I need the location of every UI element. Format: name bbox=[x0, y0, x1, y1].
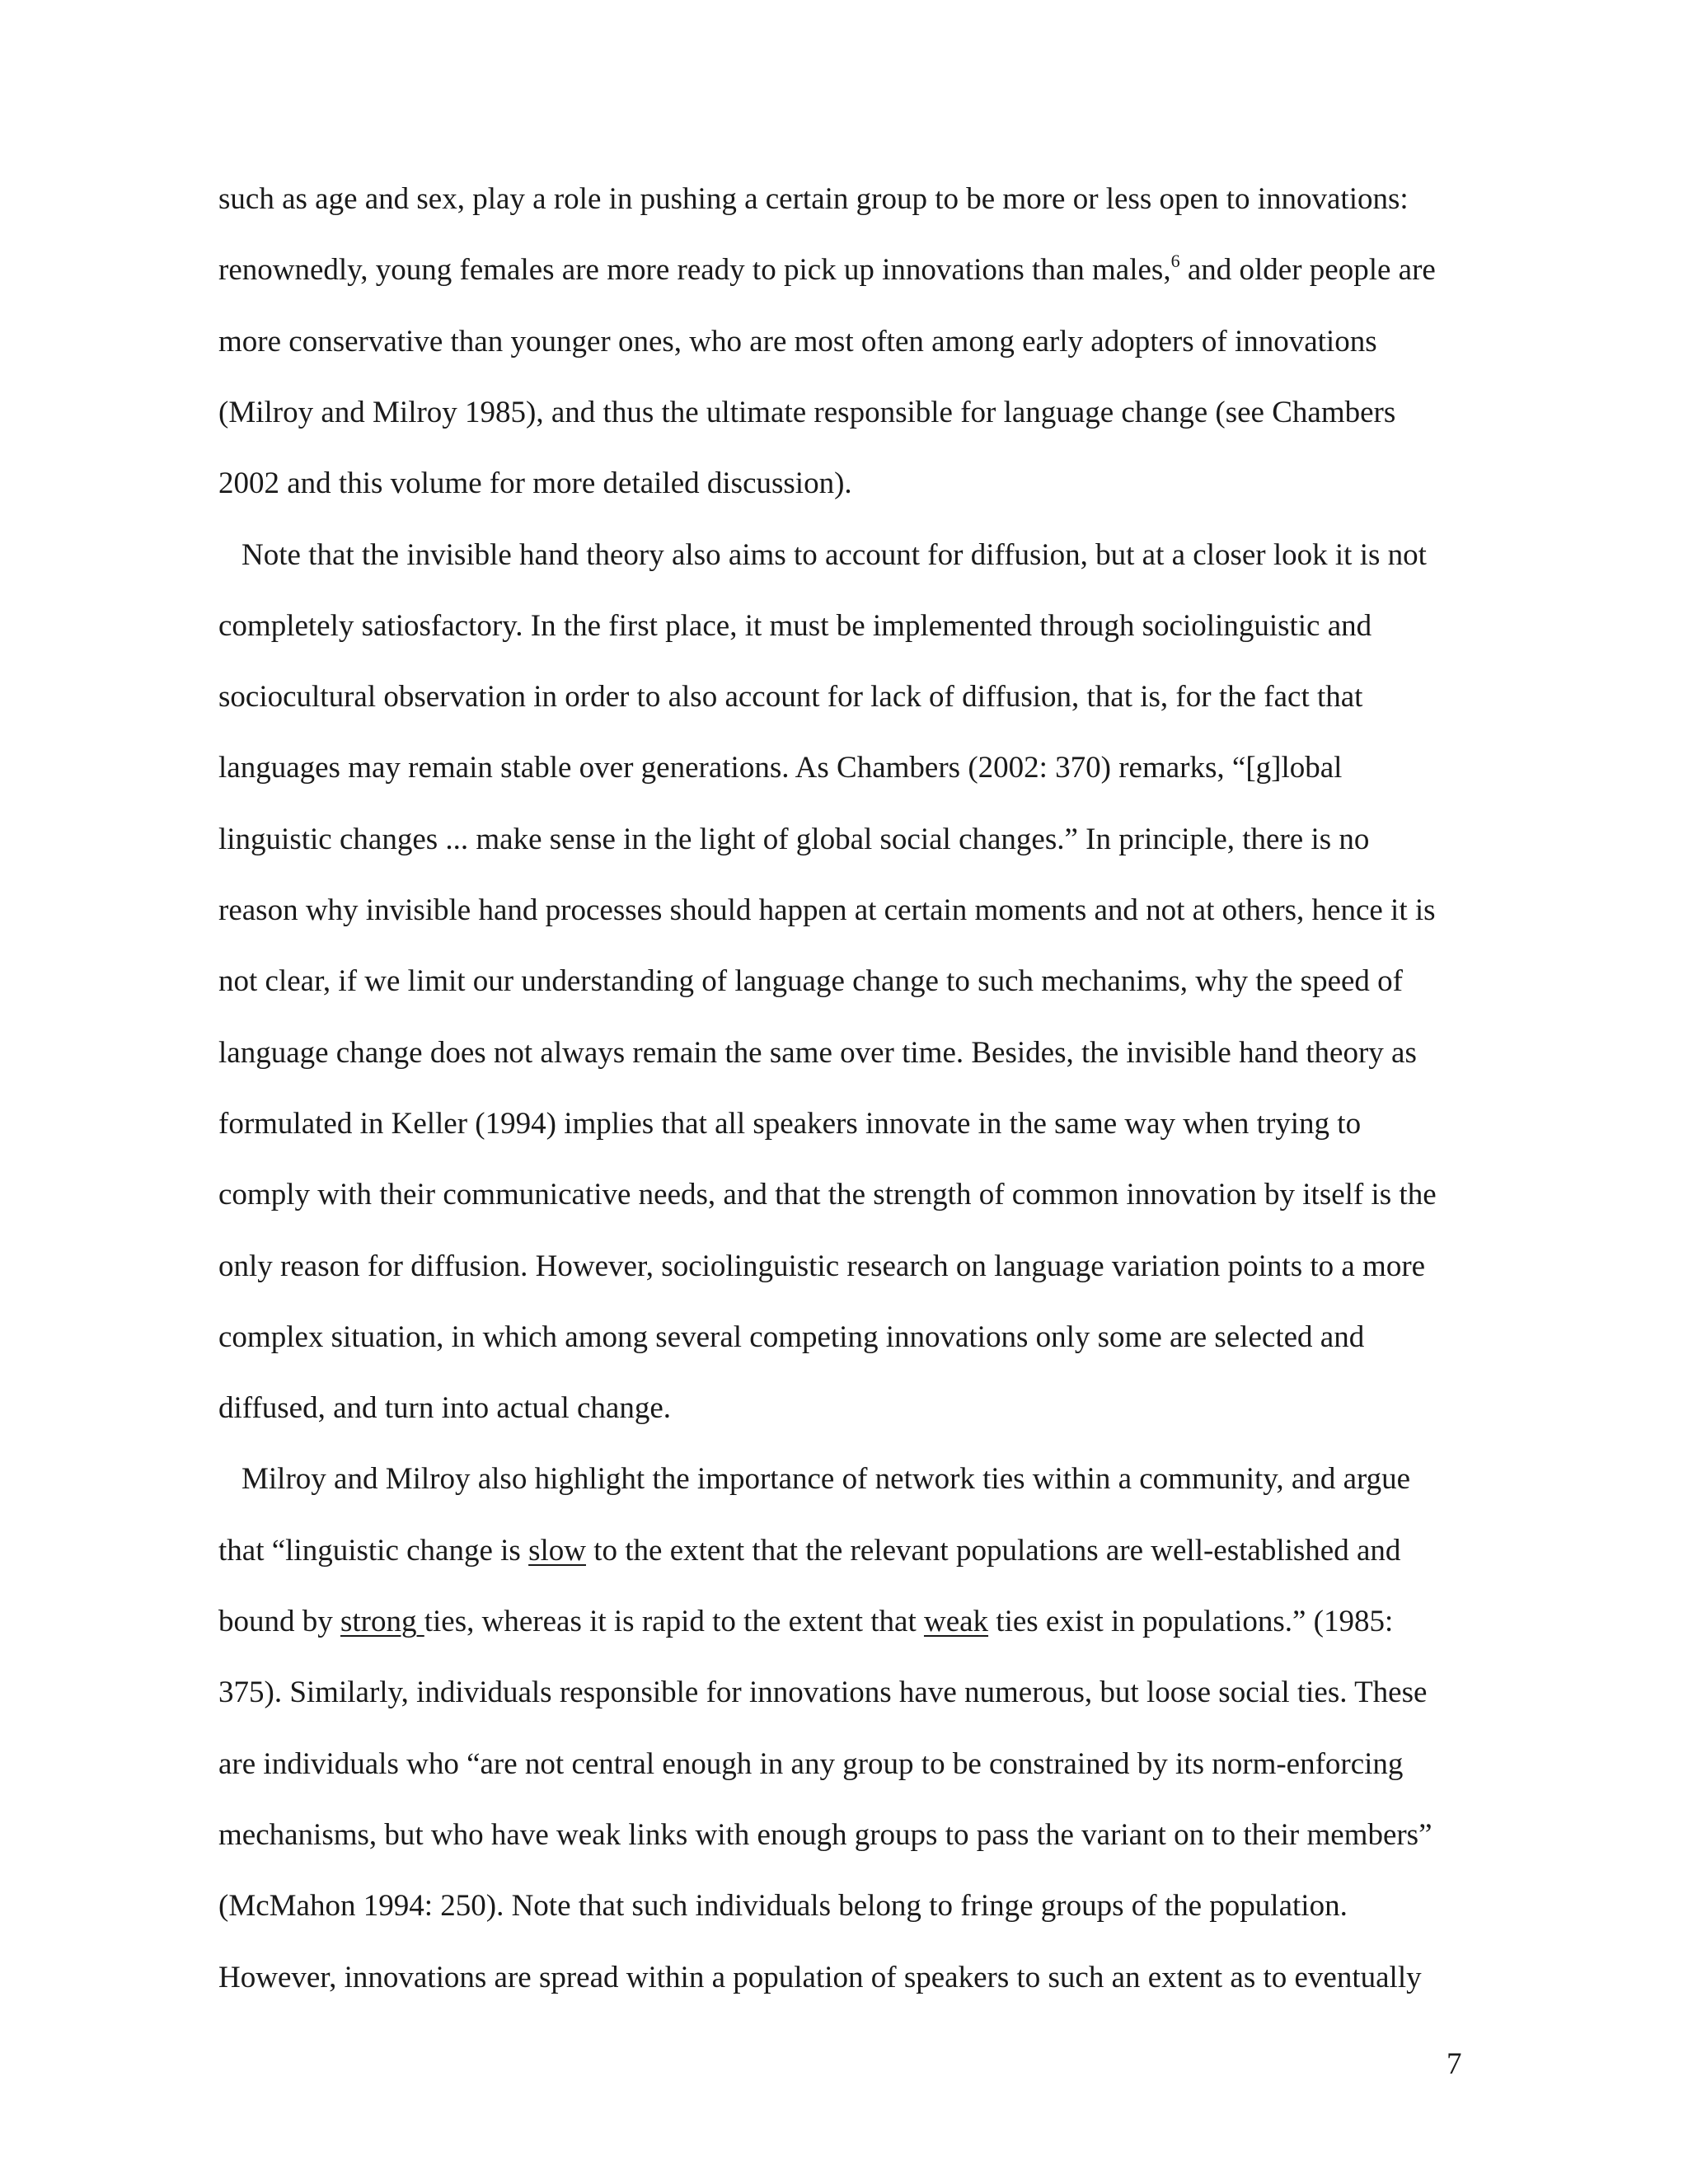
text-line bbox=[218, 1675, 1427, 1711]
text-line bbox=[218, 395, 1395, 431]
text-segment: (McMahon 1994: 250). Note that such individuals belong to fringe groups of the population. bbox=[218, 1889, 1348, 1924]
text-line bbox=[218, 1249, 1425, 1285]
text-segment: (Milroy and Milroy 1985), and thus the ultimate responsible for language change (see Chambers bbox=[218, 395, 1396, 429]
text-segment: linguistic changes ... make sense in the light of global social changes.” In principle, there is no bbox=[218, 822, 1370, 856]
text-segment: language change does not always remain the same over time. Besides, the invisible hand theory as bbox=[218, 1035, 1417, 1070]
underlined-word: weak bbox=[923, 1605, 989, 1638]
text-segment: and older people are bbox=[1179, 253, 1436, 288]
text-segment: ties, whereas it is rapid to the extent that bbox=[424, 1605, 924, 1638]
text-line bbox=[218, 1035, 1417, 1071]
text-segment: that “linguistic change is bbox=[218, 1533, 529, 1568]
text-segment: not clear, if we limit our understanding of language change to such mechanims, why the speed of bbox=[218, 964, 1403, 999]
text-line bbox=[218, 608, 1372, 644]
text-line bbox=[218, 252, 1436, 288]
text-segment: renownedly, young females are more ready to pick up innovations than males, bbox=[218, 253, 1171, 288]
text-segment: more conservative than younger ones, who are most often among early adopters of innovations bbox=[218, 324, 1377, 359]
text-line bbox=[218, 1390, 671, 1427]
text-segment: 2002 and this volume for more detailed discussion). bbox=[218, 466, 852, 501]
text-segment: formulated in Keller (1994) implies that all speakers innovate in the same way when trying to bbox=[218, 1106, 1362, 1141]
text-line bbox=[218, 1817, 1432, 1854]
text-line bbox=[218, 1888, 1348, 1924]
text-line bbox=[241, 1461, 1410, 1497]
text-line bbox=[218, 893, 1436, 929]
text-segment: bound by bbox=[218, 1605, 340, 1638]
text-segment: Milroy and Milroy also highlight the importance of network ties within a community, and argue bbox=[241, 1462, 1411, 1497]
text-segment: languages may remain stable over generations. As Chambers (2002: 370) remarks, “[g]lobal bbox=[218, 751, 1343, 785]
text-line bbox=[218, 1319, 1364, 1356]
text-segment: However, innovations are spread within a population of speakers to such an extent as to eventually bbox=[218, 1960, 1422, 1994]
text-segment: completely satiosfactory. In the first place, it must be implemented through sociolinguistic and bbox=[218, 608, 1372, 643]
text-line bbox=[218, 1960, 1422, 1996]
text-segment: such as age and sex, play a role in pushing a certain group to be more or less open to innovations: bbox=[218, 182, 1409, 216]
text-line bbox=[218, 466, 852, 502]
text-segment: complex situation, in which among several competing innovations only some are selected and bbox=[218, 1319, 1365, 1354]
underlined-word: slow bbox=[528, 1533, 586, 1568]
text-segment: are individuals who “are not central enough in any group to be constrained by its norm-enforcing bbox=[218, 1746, 1404, 1781]
text-line bbox=[218, 181, 1409, 218]
text-segment: reason why invisible hand processes should happen at certain moments and not at others, hence it is bbox=[218, 893, 1436, 927]
text-segment: 375). Similarly, individuals responsible for innovations have numerous, but loose social ties. These bbox=[218, 1675, 1428, 1710]
text-segment: comply with their communicative needs, and that the strength of common innovation by itself is the bbox=[218, 1178, 1437, 1212]
text-line bbox=[241, 537, 1427, 574]
text-line bbox=[218, 1604, 1393, 1640]
footnote-marker: 6 bbox=[1170, 251, 1180, 272]
text-segment: ties exist in populations.” (1985: bbox=[988, 1605, 1394, 1638]
text-line bbox=[218, 1533, 1400, 1569]
text-segment: only reason for diffusion. However, sociolinguistic research on language variation points to a more bbox=[218, 1249, 1426, 1283]
underlined-word: strong bbox=[340, 1605, 424, 1638]
text-line bbox=[218, 963, 1403, 1000]
text-line bbox=[218, 750, 1342, 786]
page-number: 7 bbox=[1447, 2047, 1462, 2081]
text-segment: mechanisms, but who have weak links with enough groups to pass the variant on to their members” bbox=[218, 1817, 1432, 1852]
text-segment: to the extent that the relevant populations are well-established and bbox=[585, 1533, 1401, 1568]
text-line bbox=[218, 324, 1377, 360]
text-segment: diffused, and turn into actual change. bbox=[218, 1391, 672, 1426]
text-line bbox=[218, 1177, 1437, 1213]
text-segment: Note that the invisible hand theory also aims to account for diffusion, but at a closer look it is not bbox=[241, 537, 1427, 572]
text-segment: sociocultural observation in order to also account for lack of diffusion, that is, for the fact that bbox=[218, 680, 1363, 715]
text-line bbox=[218, 1746, 1403, 1783]
text-line bbox=[218, 679, 1362, 715]
text-line bbox=[218, 822, 1369, 858]
text-line bbox=[218, 1106, 1361, 1142]
